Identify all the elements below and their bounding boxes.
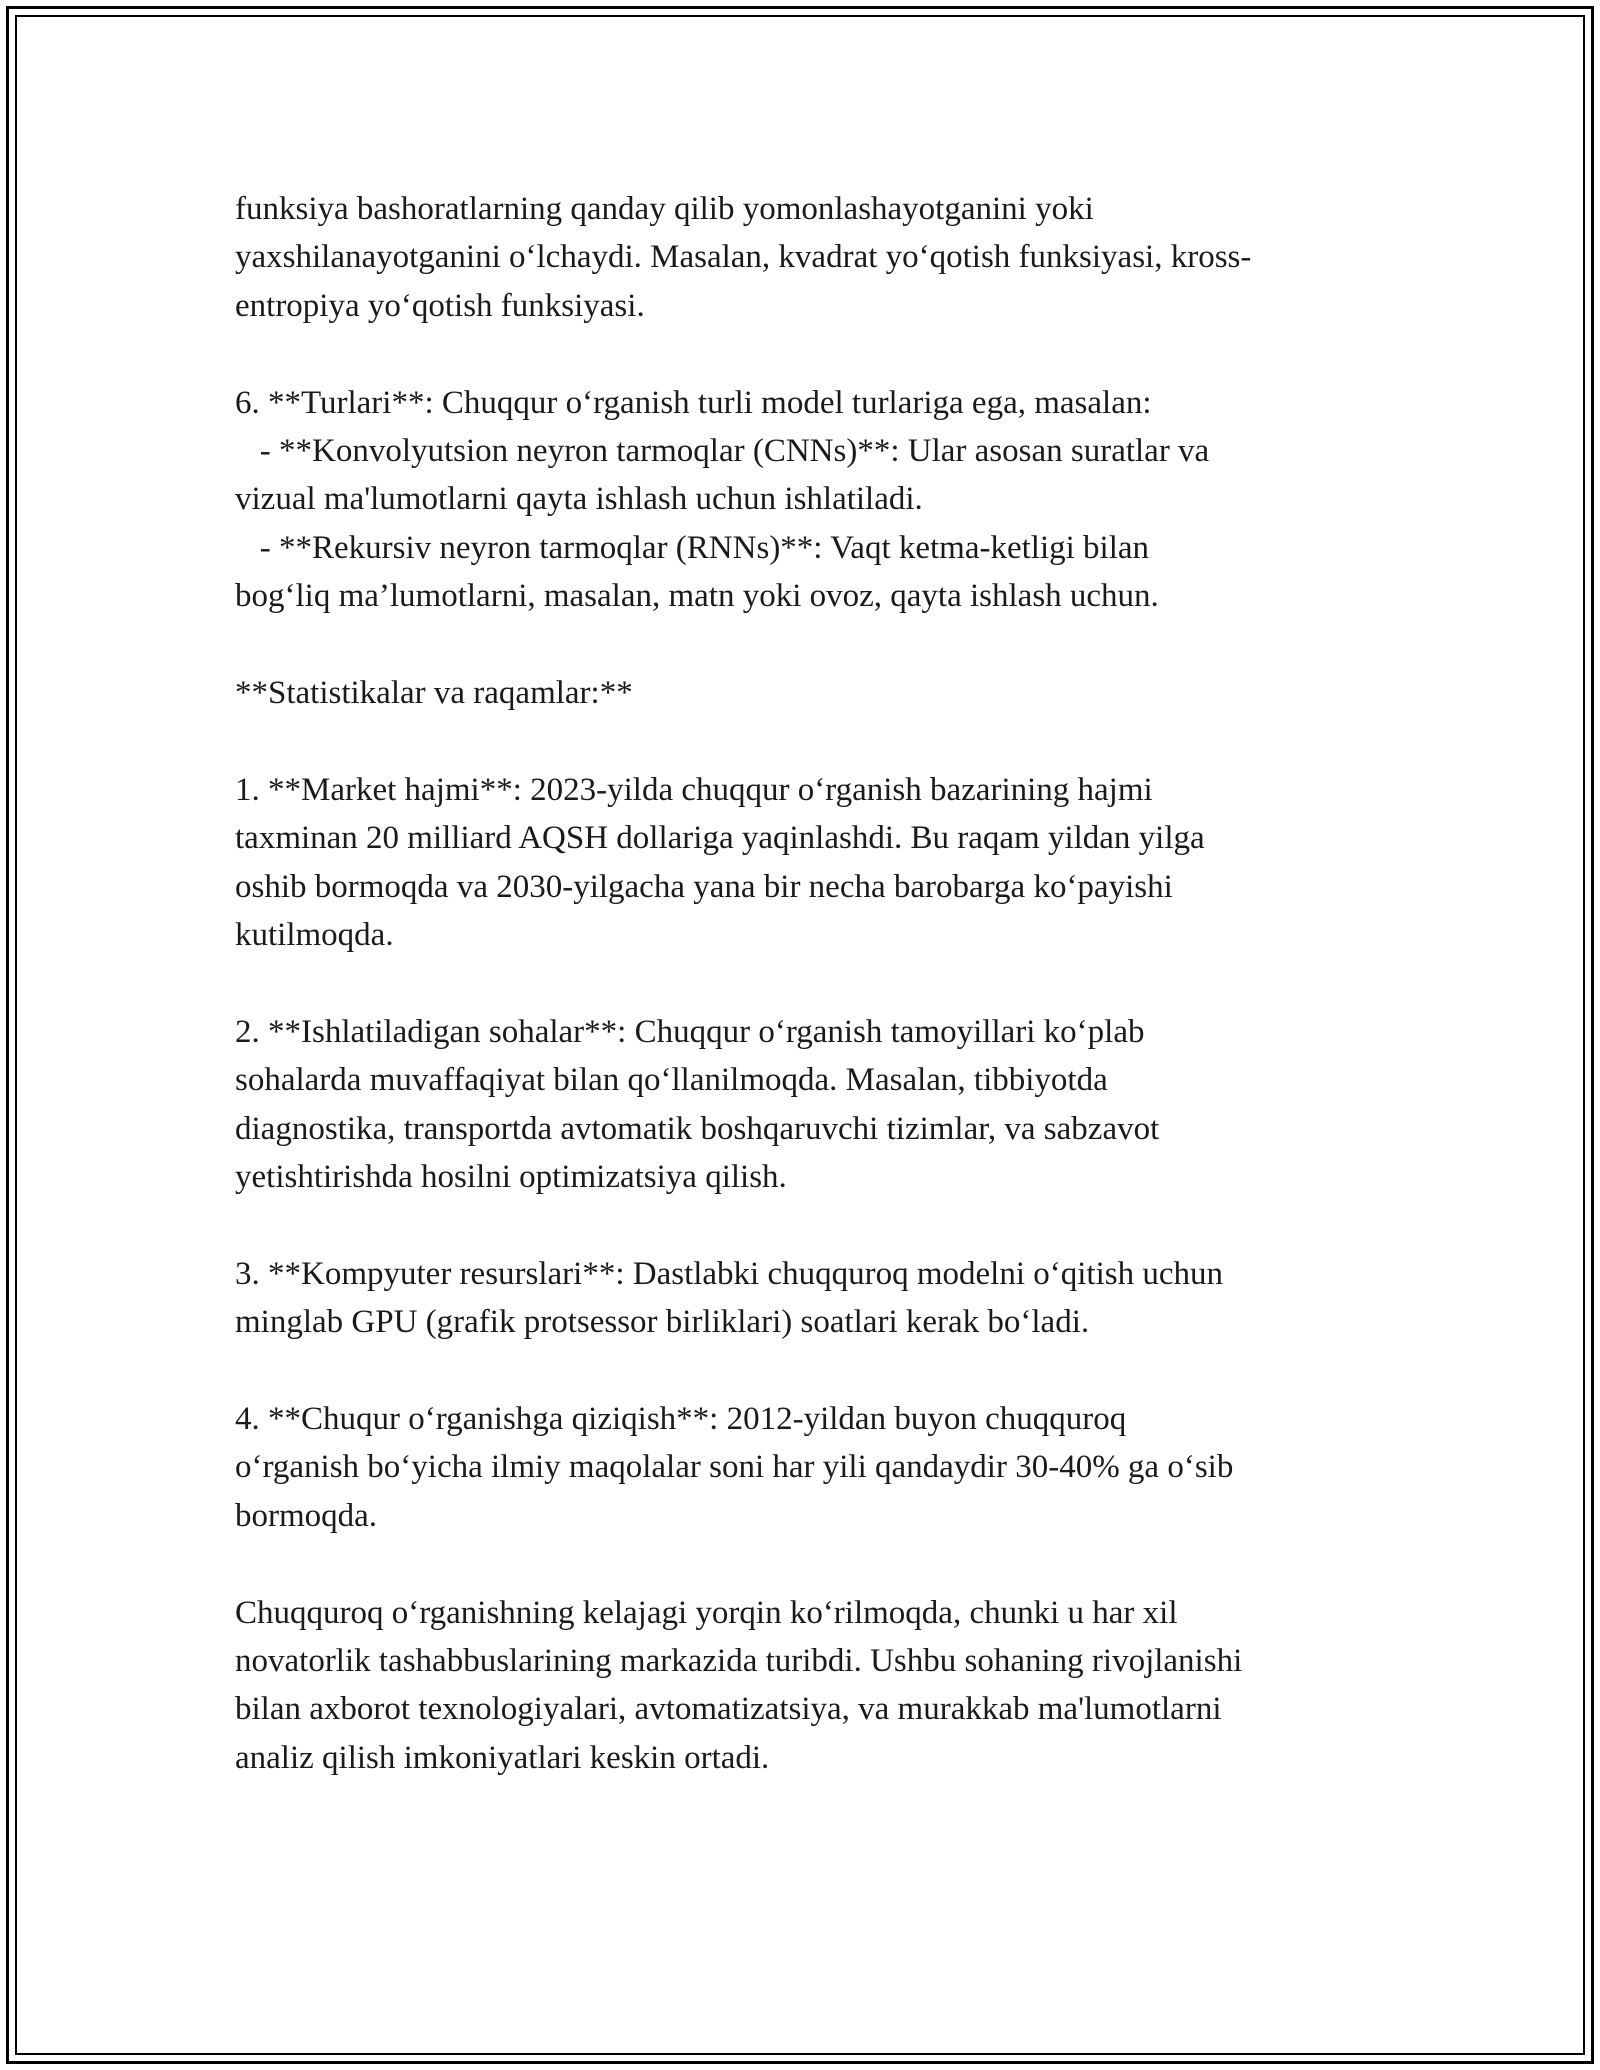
text-line: yaxshilanayotganini o‘lchaydi. Masalan, kvadrat yo‘qotish funksiyasi, kross- [235,239,1252,276]
text-line: 3. **Kompyuter resurslari**: Dastlabki chuqquroq modelni o‘qitish uchun [235,1255,1224,1292]
text-line: diagnostika, transportda avtomatik boshqaruvchi tizimlar, va sabzavot [235,1110,1160,1147]
text-line: analiz qilish imkoniyatlari keskin ortadi. [235,1739,770,1776]
text-line: 6. **Turlari**: Chuqqur o‘rganish turli model turlariga ega, masalan: [235,384,1152,421]
text-line: funksiya bashoratlarning qanday qilib yomonlashayotganini yoki [235,191,1094,227]
document-body [235,185,1385,1782]
paragraph-research-interest [235,1395,1385,1540]
text-line: Chuqquroq o‘rganishning kelajagi yorqin ko‘rilmoqda, chunki u har xil [235,1594,1178,1631]
text-line: 2. **Ishlatiladigan sohalar**: Chuqqur o‘rganish tamoyillari ko‘plab [235,1013,1145,1050]
paragraph-application-areas [235,1008,1385,1202]
paragraph-market-size [235,766,1385,960]
text-line: sohalarda muvaffaqiyat bilan qo‘llanilmoqda. Masalan, tibbiyotda [235,1062,1108,1099]
text-line: - **Rekursiv neyron tarmoqlar (RNNs)**: Vaqt ketma-ketligi bilan [235,529,1150,566]
text-line: 4. **Chuqur o‘rganishga qiziqish**: 2012-yildan buyon chuqquroq [235,1401,1127,1438]
paragraph-computer-resources [235,1250,1385,1347]
text-line: bog‘liq ma’lumotlarni, masalan, matn yoki ovoz, qayta ishlash uchun. [235,578,1159,615]
text-line: bormoqda. [235,1497,378,1534]
paragraph-types [235,379,1385,621]
text-line: oshib bormoqda va 2030-yilgacha yana bir necha barobarga ko‘payishi [235,868,1173,905]
paragraph-loss-function [235,185,1385,330]
text-line: 1. **Market hajmi**: 2023-yilda chuqqur o‘rganish bazarining hajmi [235,771,1153,808]
text-line: entropiya yo‘qotish funksiyasi. [235,287,645,324]
text-line: novatorlik tashabbuslarining markazida turibdi. Ushbu sohaning rivojlanishi [235,1643,1243,1680]
text-line: vizual ma'lumotlarni qayta ishlash uchun ishlatiladi. [235,481,923,518]
text-line: - **Konvolyutsion neyron tarmoqlar (CNNs)**: Ular asosan suratlar va [235,433,1210,470]
text-line: **Statistikalar va raqamlar:** [235,675,633,712]
text-line: bilan axborot texnologiyalari, avtomatizatsiya, va murakkab ma'lumotlarni [235,1691,1222,1728]
text-line: minglab GPU (grafik protsessor birliklari) soatlari kerak bo‘ladi. [235,1304,1090,1341]
heading-statistics [235,669,1385,717]
text-line: o‘rganish bo‘yicha ilmiy maqolalar soni har yili qandaydir 30-40% ga o‘sib [235,1449,1234,1486]
text-line: yetishtirishda hosilni optimizatsiya qilish. [235,1159,787,1196]
text-line: kutilmoqda. [235,917,394,954]
paragraph-conclusion [235,1589,1385,1783]
text-line: taxminan 20 milliard AQSH dollariga yaqinlashdi. Bu raqam yildan yilga [235,820,1205,857]
